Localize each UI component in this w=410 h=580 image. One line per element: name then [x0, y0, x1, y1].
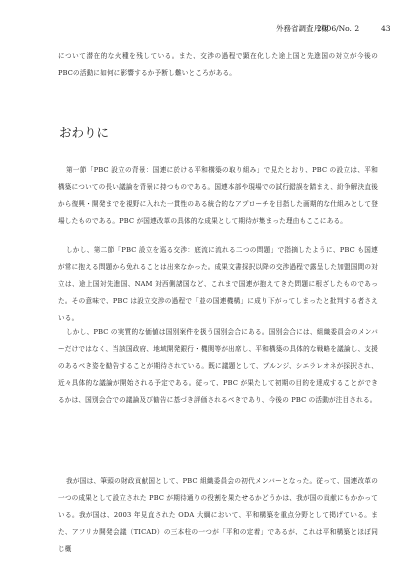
journal-title: 外務省調査月報 [276, 24, 329, 33]
body-paragraph: 第一節「PBC 設立の背景：国連に於ける平和構築の取り組み」で見たとおり、PBC の設立は、平和構築についての長い議論を背景に持つものである。国連本部や現場での試行錯誤を踏まえ、紛争解決直後から復興・開発までを視野に入れた一貫性のある統合的なアプローチを目指した画期的な仕組みとして登場したものである。PBC が国連改革の具体的な成果として期待が集まった理由もここにある。 [58, 166, 378, 225]
body-paragraph: しかし、PBC の実質的な価値は国別案件を扱う国別会合にある。国別会合には、組織委員会のメンバーだけではなく、当該国政府、地域開発銀行・機関等が出席し、平和構築の具体的な戦略を議論し、支援のあるべき姿を勧告することが期待されている。既に議題として、ブルンジ、シエラレオネが採択され、近々具体的な議論が開始される予定である。従って、PBC が果たして初期の目的を達成することができるかは、国別会合での議論及び勧告に基づき評価されるべきであり、今後の PBC の活動が注目される。 [58, 328, 378, 404]
section-heading: おわりに [59, 125, 110, 140]
issue-number: 2006/No. 2 [317, 24, 360, 33]
body-paragraph: 我が国は、筆頭の財政貢献国として、PBC 組織委員会の初代メンバーとなった。従って、国連改革の一つの成果として設立された PBC が期待通りの役割を果たせるかどうかは、我が国の貢献にもかかっている。我が国は、2003 年見直された ODA 大綱において、平和構築を重点分野として掲げている。また、アフリカ開発会議（TICAD）の三本柱の一つが「平和の定着」であるが、これは平和構築とほぼ同じ概 [58, 477, 378, 553]
intro-paragraph: について潜在的な火種を残している。また、交渉の過程で顕在化した途上国と先進国の対立が今後のPBCの活動に如何に影響するか予断し難いところがある。 [58, 52, 378, 77]
body-paragraph: しかし、第二節「PBC 設立を巡る交渉：底流に流れる二つの問題」で指摘したように、PBC も国連が常に抱える問題から免れることは出来なかった。成果文書採択以降の交渉過程で露呈した加盟国間の対立は、途上国対先進国、NAM 対西側諸国など、これまで国連が抱えてきた問題に根ざしたものであった。その意味で、PBC は設立交渉の過程で「並の国連機構」に成り下がってしまったと批判する者さえいる。 [58, 246, 378, 322]
page-number: 43 [381, 24, 391, 33]
page-header [0, 23, 410, 35]
